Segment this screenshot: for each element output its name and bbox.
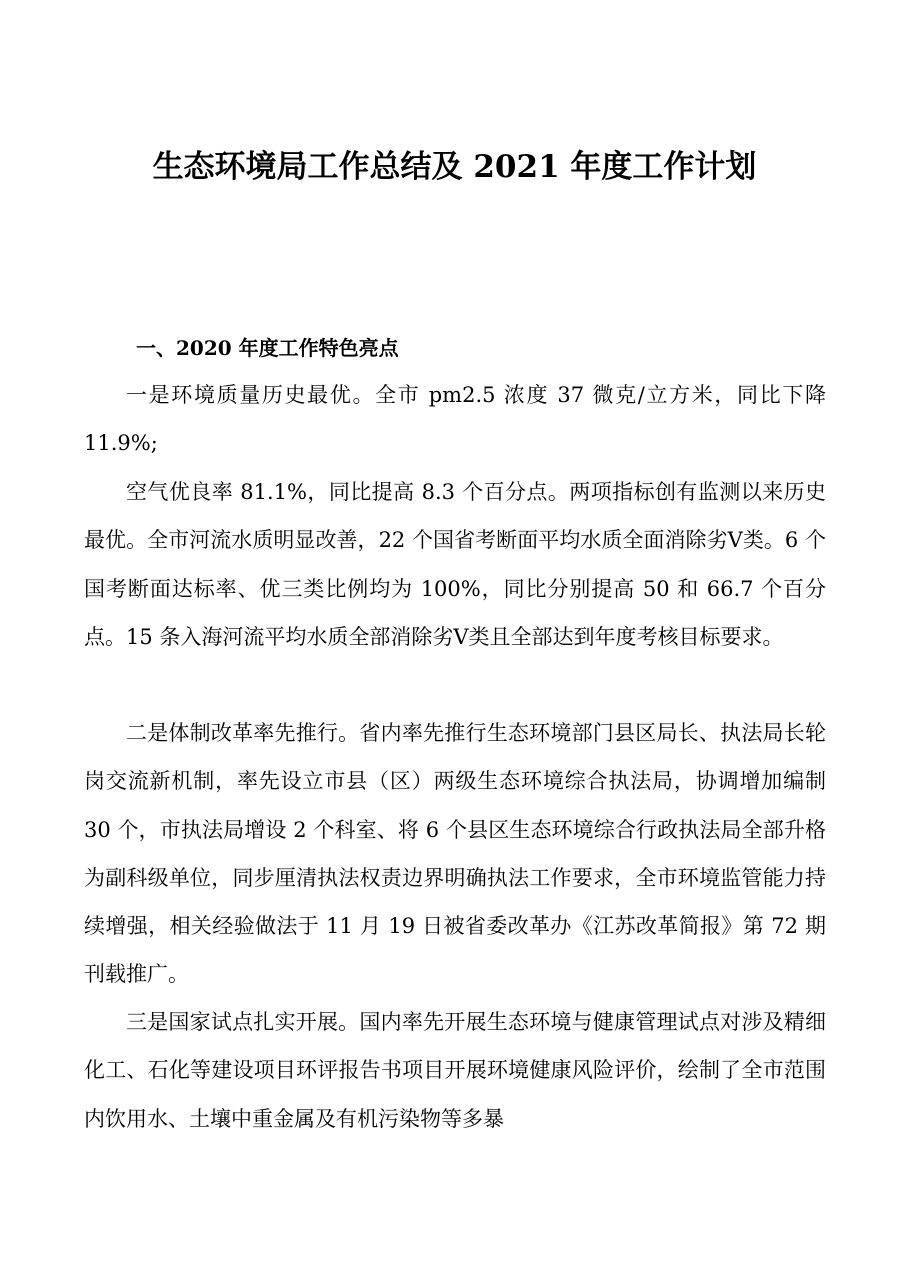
section-heading: 一、2020 年度工作特色亮点 xyxy=(136,336,399,360)
paragraph-environment-quality: 一是环境质量历史最优。全市 pm2.5 浓度 37 微克/立方米，同比下降 11.9%; xyxy=(84,383,826,456)
paragraph-national-pilot: 三是国家试点扎实开展。国内率先开展生态环境与健康管理试点对涉及精细化工、石化等建设项目环评报告书项目开展环境健康风险评价，绘制了全市范围内饮用水、土壤中重金属及有机污染物等多暴 xyxy=(84,1010,826,1131)
document-title: 生态环境局工作总结及 2021 年度工作计划 xyxy=(152,149,757,185)
paragraph-system-reform: 二是体制改革率先推行。省内率先推行生态环境部门县区局长、执法局长轮岗交流新机制，率先设立市县（区）两级生态环境综合执法局，协调增加编制 30 个，市执法局增设 2 个科室、将 6 个县区生态环境综合行政执法局全部升格为副科级单位，同步厘清执法权责边界明确执法工作要求，全市环境监管能力持续增强，相关经验做法于 11 月 19 日被省委改革办《江苏改革简报》第 72 期刊载推广。 xyxy=(84,721,826,987)
paragraph-air-water-quality: 空气优良率 81.1%，同比提高 8.3 个百分点。两项指标创有监测以来历史最优。全市河流水质明显改善，22 个国省考断面平均水质全面消除劣Ⅴ类。6 个国考断面达标率、优三类比例均为 100%，同比分别提高 50 和 66.7 个百分点。15 条入海河流平均水质全部消除劣Ⅴ类且全部达到年度考核目标要求。 xyxy=(84,480,826,649)
